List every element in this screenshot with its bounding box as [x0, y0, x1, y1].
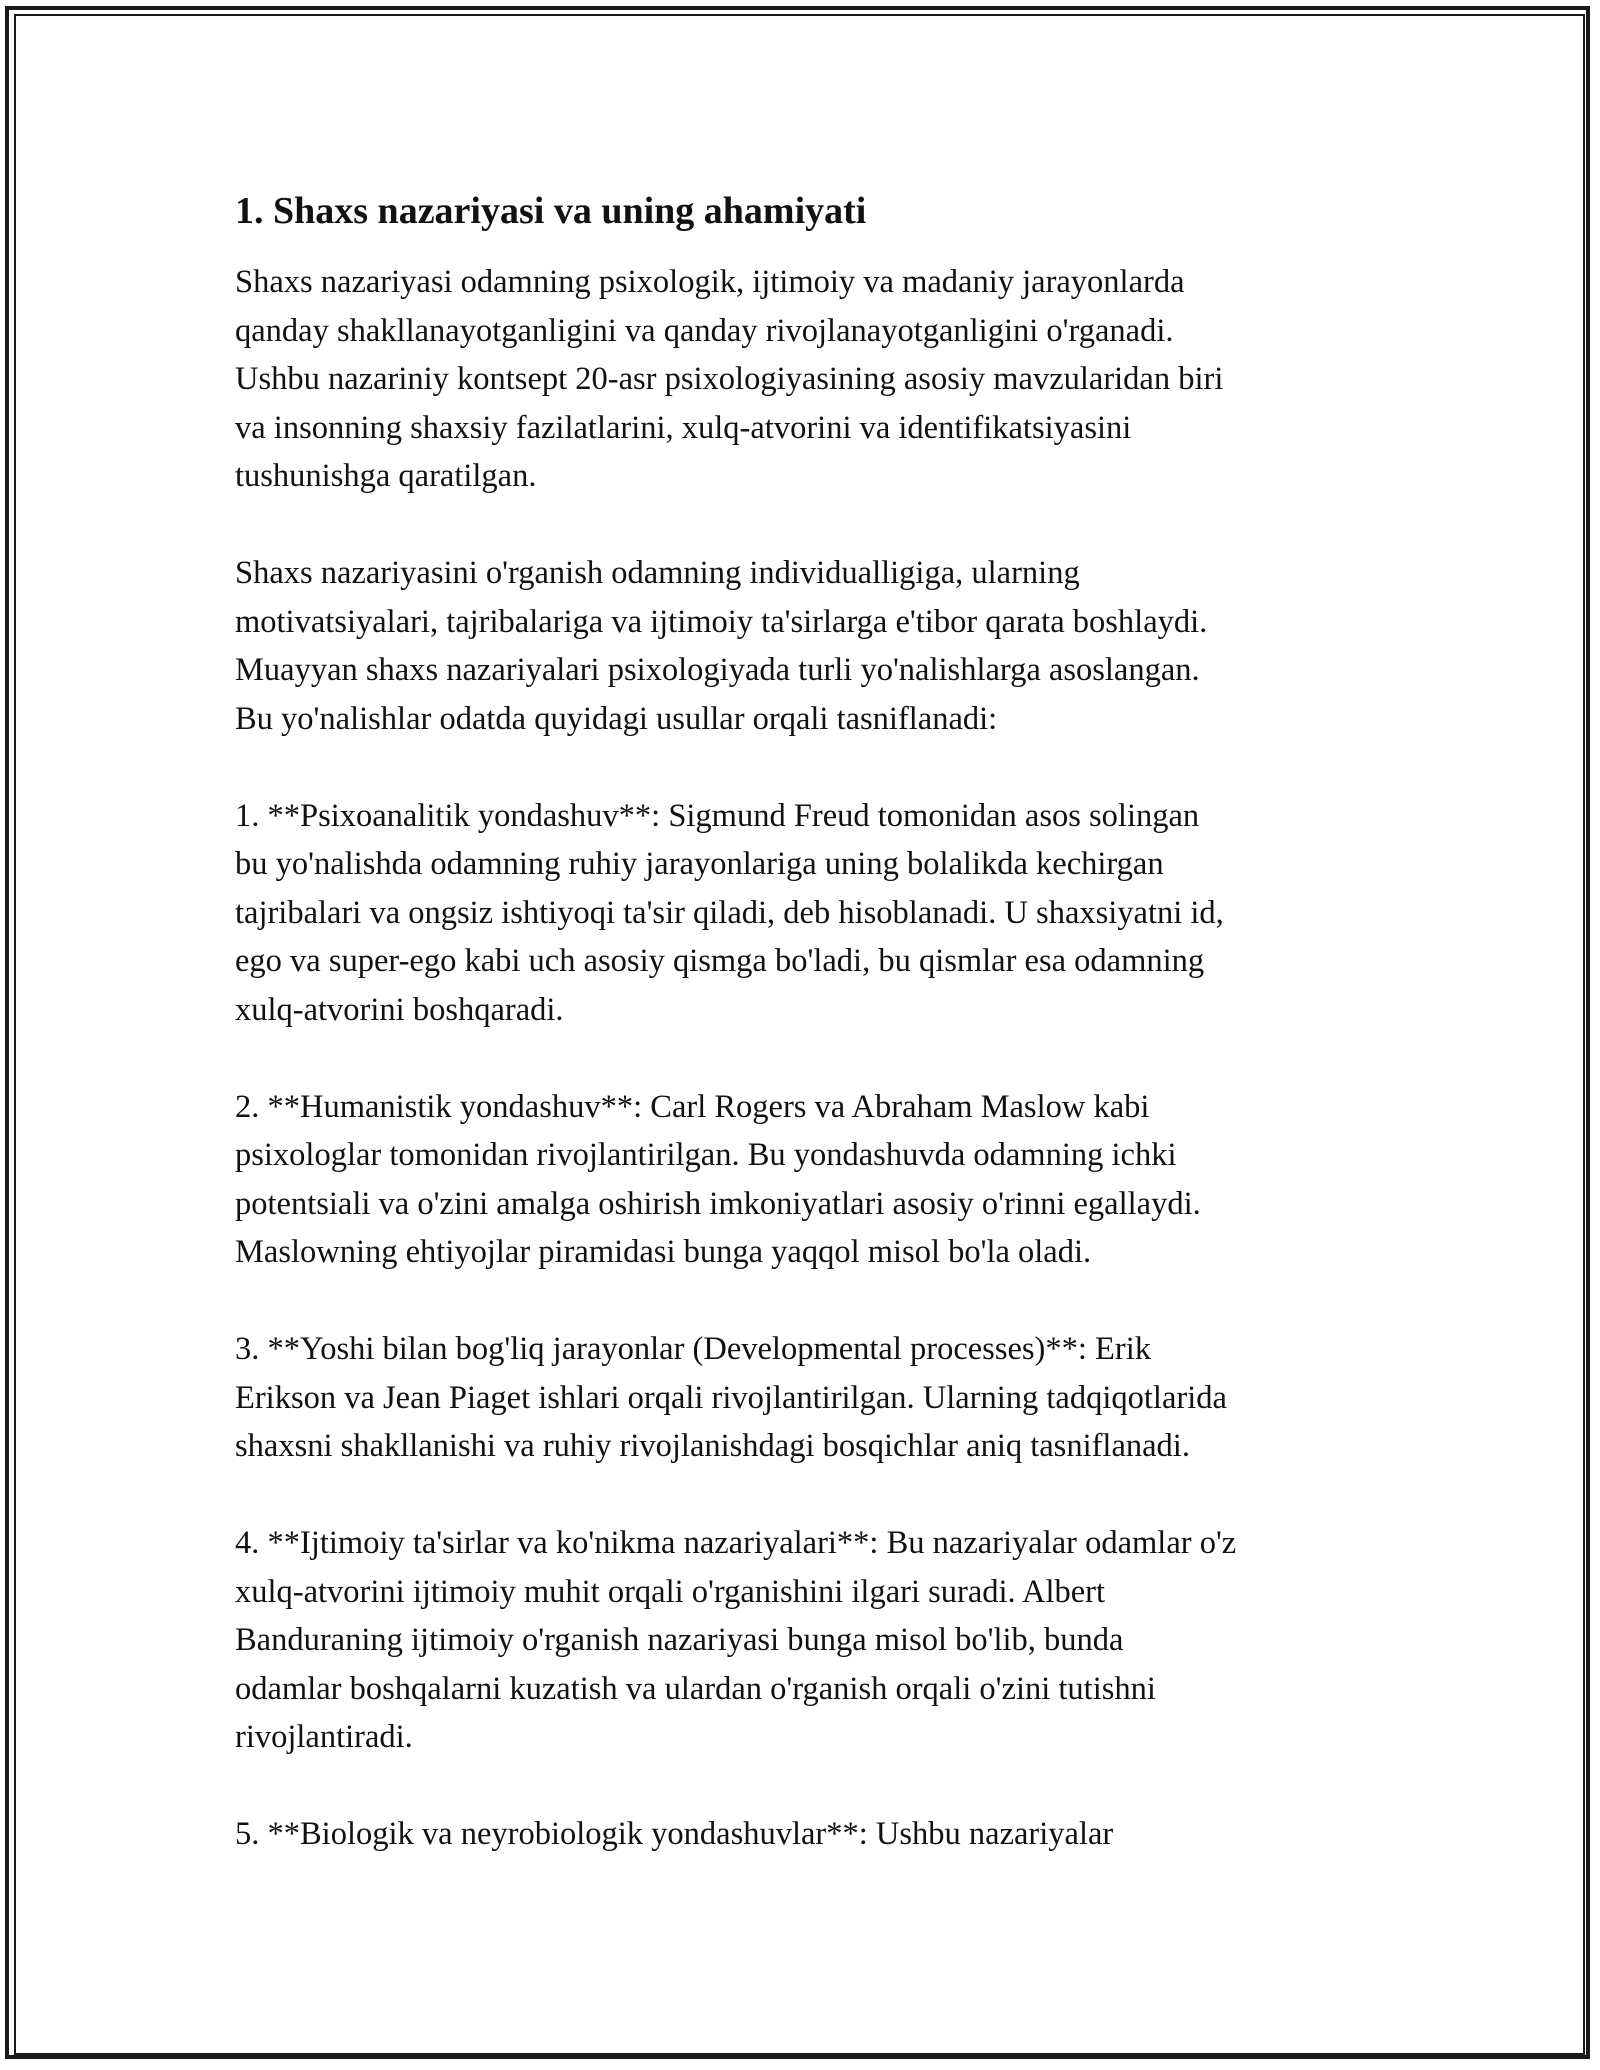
text-line: Ushbu nazariniy kontsept 20-asr psixologiyasining asosiy mavzularidan biri: [235, 361, 1224, 397]
text-line: odamlar boshqalarni kuzatish va ulardan o'rganish orqali o'zini tutishni: [235, 1670, 1156, 1707]
text-line: shaxsni shakllanishi va ruhiy rivojlanishdagi bosqichlar aniq tasniflanadi.: [235, 1428, 1190, 1464]
text-line: tajribalari va ongsiz ishtiyoqi ta'sir qiladi, deb hisoblanadi. U shaxsiyatni id,: [235, 894, 1224, 931]
paragraph-intro: [235, 258, 1375, 501]
text-line: bu yo'nalishda odamning ruhiy jarayonlariga uning bolalikda kechirgan: [235, 846, 1164, 882]
text-line: potentsiali va o'zini amalga oshirish imkoniyatlari asosiy o'rinni egallaydi.: [235, 1185, 1201, 1222]
text-line: qanday shakllanayotganligini va qanday rivojlanayotganligini o'rganadi.: [235, 312, 1174, 349]
section-heading: 1. Shaxs nazariyasi va uning ahamiyati: [235, 190, 867, 232]
list-item-developmental: [235, 1325, 1375, 1471]
text-line: 1. **Psixoanalitik yondashuv**: Sigmund Freud tomonidan asos solingan: [235, 797, 1200, 834]
list-item-social: [235, 1519, 1375, 1762]
list-item-biological: [235, 1810, 1375, 1859]
text-line: Maslowning ehtiyojlar piramidasi bunga yaqqol misol bo'la oladi.: [235, 1234, 1092, 1270]
list-item-psychoanalytic: [235, 792, 1375, 1035]
paragraph-study: [235, 549, 1375, 743]
text-line: xulq-atvorini boshqaradi.: [235, 991, 564, 1028]
text-line: motivatsiyalari, tajribalariga va ijtimoiy ta'sirlarga e'tibor qarata boshlaydi.: [235, 603, 1208, 640]
text-line: Shaxs nazariyasini o'rganish odamning individualligiga, ularning: [235, 555, 1080, 591]
text-line: Banduraning ijtimoiy o'rganish nazariyasi bunga misol bo'lib, bunda: [235, 1622, 1124, 1658]
list-item-humanistic: [235, 1083, 1375, 1277]
document-body: [235, 186, 1375, 1907]
text-line: psixologlar tomonidan rivojlantirilgan. Bu yondashuvda odamning ichki: [235, 1137, 1177, 1173]
text-line: ego va super-ego kabi uch asosiy qismga bo'ladi, bu qismlar esa odamning: [235, 943, 1205, 979]
text-line: Muayyan shaxs nazariyalari psixologiyada turli yo'nalishlarga asoslangan.: [235, 652, 1200, 688]
text-line: tushunishga qaratilgan.: [235, 458, 537, 494]
text-line: 4. **Ijtimoiy ta'sirlar va ko'nikma nazariyalari**: Bu nazariyalar odamlar o'z: [235, 1525, 1237, 1561]
text-line: va insonning shaxsiy fazilatlarini, xulq-atvorini va identifikatsiyasini: [235, 409, 1132, 446]
text-line: 2. **Humanistik yondashuv**: Carl Rogers va Abraham Maslow kabi: [235, 1088, 1150, 1125]
text-line: Bu yo'nalishlar odatda quyidagi usullar orqali tasniflanadi:: [235, 700, 998, 737]
text-line: Erikson va Jean Piaget ishlari orqali rivojlantirilgan. Ularning tadqiqotlarida: [235, 1379, 1227, 1416]
text-line: xulq-atvorini ijtimoiy muhit orqali o'rganishini ilgari suradi. Albert: [235, 1573, 1106, 1610]
text-line: 5. **Biologik va neyrobiologik yondashuvlar**: Ushbu nazariyalar: [235, 1816, 1114, 1852]
text-line: rivojlantiradi.: [235, 1719, 413, 1755]
text-line: 3. **Yoshi bilan bog'liq jarayonlar (Developmental processes)**: Erik: [235, 1331, 1151, 1367]
text-line: Shaxs nazariyasi odamning psixologik, ijtimoiy va madaniy jarayonlarda: [235, 264, 1185, 300]
